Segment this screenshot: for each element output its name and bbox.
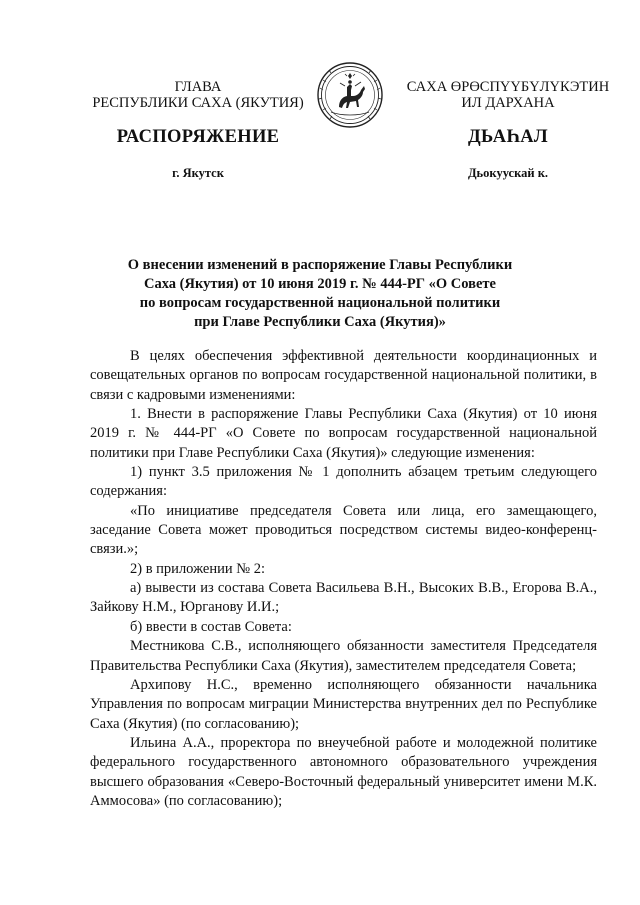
doc-type-sakha: ДЬАҺАЛ	[467, 127, 549, 147]
paragraph: 1) пункт 3.5 приложения № 1 дополнить абзацем третьим следующего содержания:	[90, 464, 597, 500]
paragraph: а) вывести из состава Совета Васильева В.Н., Высоких В.В., Егорова В.А., Зайкову Н.М., Юрганову И.И.;	[90, 580, 597, 616]
paragraph: 1. Внести в распоряжение Главы Республики Саха (Якутия) от 10 июня 2019 г. № 444-РГ «О Совете по вопросам государственной национальной политики при Главе Республики Саха (Якутия)» следующие изменения:	[90, 406, 597, 461]
city-sakha: Дьокуускай к.	[467, 166, 549, 180]
paragraph: 2) в приложении № 2:	[130, 560, 265, 577]
paragraph: «По инициативе председателя Совета или лица, его замещающего, заседание Совета может проводиться посредством системы видео-конференц-связи.»;	[90, 502, 597, 558]
paragraph: Местникова С.В., исполняющего обязанности заместителя Председателя Правительства Республики Саха (Якутия), заместителем председателя Совета;	[90, 638, 597, 674]
paragraph: б) ввести в состав Совета:	[130, 618, 292, 635]
paragraph: Архипову Н.С., временно исполняющего обязанности начальника Управления по вопросам миграции Министерства внутренних дел по Республике Саха (Якутия) (по согласованию);	[90, 676, 597, 732]
paragraph: Ильина А.А., проректора по внеучебной работе и молодежной политике федерального государственного автономного образовательного учреждения высшего образования «Северо-Восточный федеральный университет имени М.К. Аммосова» (по согласованию);	[90, 734, 597, 809]
header-left-line1: ГЛАВА	[174, 79, 222, 95]
title-line: Саха (Якутия) от 10 июня 2019 г. № 444-РГ «О Совете	[144, 276, 496, 292]
title-line: О внесении изменений в распоряжение Главы Республики	[127, 257, 513, 273]
doc-type-ru: РАСПОРЯЖЕНИЕ	[116, 127, 280, 147]
title-line: при Главе Республики Саха (Якутия)»	[194, 314, 446, 330]
document-title	[110, 256, 530, 332]
header-right	[392, 79, 624, 111]
paragraph: В целях обеспечения эффективной деятельности координационных и совещательных органов по вопросам государственной национальной политики, в связи с кадровыми изменениями:	[90, 348, 597, 403]
document-body	[90, 347, 597, 811]
coat-of-arms-icon	[317, 60, 383, 130]
city-ru: г. Якутск	[172, 166, 224, 180]
header-right-line2: ИЛ ДАРХАНА	[461, 95, 555, 111]
header-right-line1: САХА ӨРӨСПҮҮБҮЛҮКЭТИН	[406, 79, 610, 95]
header-left	[78, 79, 318, 111]
title-line: по вопросам государственной национальной политики	[139, 295, 501, 311]
header-left-line2: РЕСПУБЛИКИ САХА (ЯКУТИЯ)	[92, 95, 304, 111]
